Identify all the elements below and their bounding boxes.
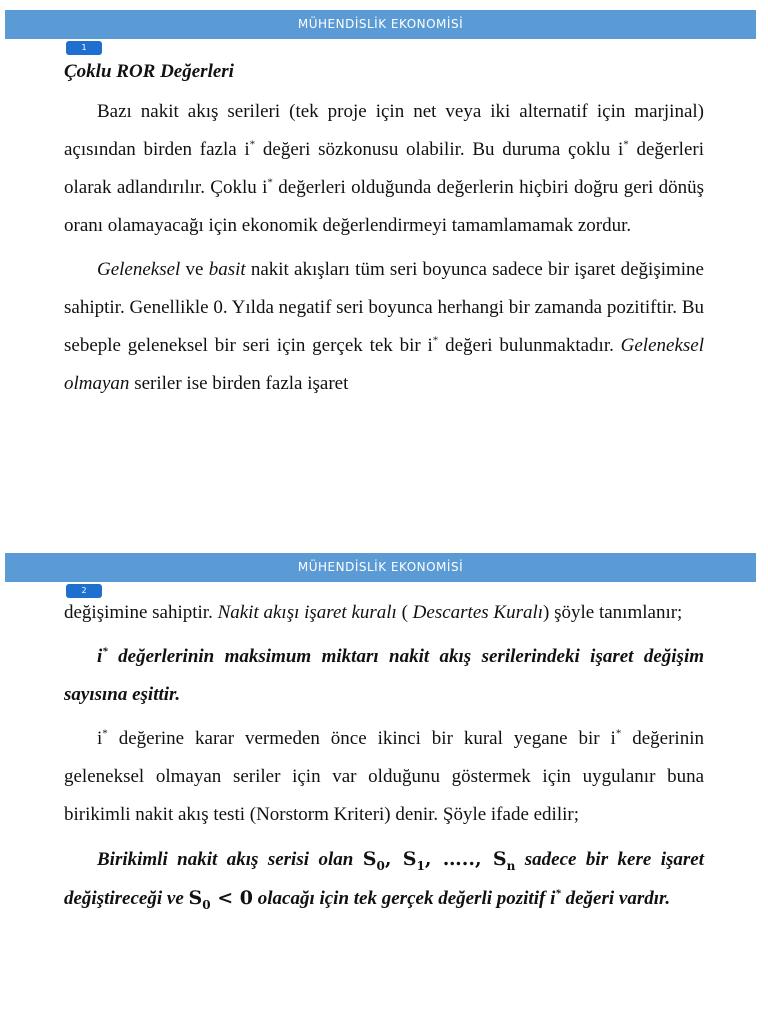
- text-span: Birikimli nakit akış serisi olan: [97, 849, 363, 870]
- page-number-badge-2: 2: [66, 584, 102, 598]
- text-span: değeri sözkonusu olabilir. Bu duruma çoklu i: [255, 139, 624, 160]
- superscript-star: *: [615, 727, 622, 740]
- math-symbol: S: [188, 887, 203, 909]
- text-span: i: [97, 728, 103, 749]
- math-s0-negative: [188, 887, 253, 912]
- page-1-content: [64, 57, 704, 403]
- page-header-1: MÜHENDİSLİK EKONOMİSİ: [5, 10, 756, 39]
- math-symbol: S: [492, 848, 507, 870]
- math-relation: < 0: [210, 887, 253, 909]
- emphasis-text: Geleneksel olmayan: [64, 335, 704, 394]
- section-heading: Çoklu ROR Değerleri: [64, 61, 234, 82]
- text-span: sadece bir kere işaret değiştireceği ve: [64, 849, 704, 909]
- superscript-star: *: [102, 645, 108, 658]
- paragraph-descartes-rule-intro: [64, 594, 704, 632]
- math-subscript: 0: [376, 858, 385, 873]
- text-span: ve: [180, 259, 209, 280]
- paragraph-multiple-ror: [64, 93, 704, 245]
- descartes-rule-statement: [64, 638, 704, 714]
- paragraph-conventional-series: [64, 251, 704, 403]
- emphasis-text: basit: [208, 259, 246, 280]
- text-span: seriler ise birden fazla işaret: [129, 373, 349, 394]
- text-span: Bazı nakit akış serileri (tek proje için net veya iki alternatif için marjinal) açısından birden fazla i: [64, 101, 704, 160]
- math-subscript: 0: [202, 897, 211, 912]
- text-span: değerinin geleneksel olmayan seriler için var olduğunu göstermek için uygulanır buna birikimli nakit akış testi (Norstorm Kriteri) denir. Şöyle ifade edilir;: [64, 728, 704, 825]
- math-symbol: S: [402, 848, 417, 870]
- text-span: değerleri olduğunda değerlerin hiçbiri doğru geri dönüş oranı olamayacağı için ekonomik değerlendirmeyi tamamlamamak zordur.: [64, 177, 705, 236]
- math-separator: , …..,: [424, 848, 493, 870]
- text-span: değerleri olarak adlandırılır. Çoklu i: [64, 139, 704, 198]
- superscript-star: *: [267, 176, 273, 189]
- text-span: değişimine sahiptir.: [64, 602, 218, 623]
- text-span: ) şöyle tanımlanır;: [543, 602, 683, 623]
- math-cumulative-series: [362, 848, 516, 873]
- math-symbol: S: [362, 848, 377, 870]
- superscript-star: *: [102, 727, 108, 740]
- paragraph-norstrom-intro: [64, 720, 704, 834]
- text-span: değeri vardır.: [560, 888, 671, 909]
- superscript-star: *: [432, 334, 439, 347]
- text-span: değerine karar vermeden önce ikinci bir kural yegane bir i: [107, 728, 616, 749]
- math-subscript: 1: [416, 858, 425, 873]
- text-span: değeri bulunmaktadır.: [438, 335, 621, 356]
- superscript-star: *: [623, 138, 629, 151]
- page-2-content: [64, 594, 704, 918]
- emphasis-text: Nakit akışı işaret kuralı: [217, 602, 397, 623]
- superscript-star: *: [249, 138, 256, 151]
- text-span: (: [396, 602, 413, 623]
- superscript-star: *: [555, 887, 561, 900]
- emphasis-text: Descartes Kuralı: [412, 602, 544, 623]
- norstrom-criterion-statement: [64, 840, 704, 918]
- text-span: olacağı için tek gerçek değerli pozitif i: [252, 888, 556, 909]
- emphasis-text: Geleneksel: [97, 259, 181, 280]
- page-number-badge-1: 1: [66, 41, 102, 55]
- text-span: i: [97, 646, 103, 667]
- text-span: değerlerinin maksimum miktarı nakit akış serilerindeki işaret değişim sayısına eşittir.: [64, 646, 704, 705]
- page-header-2: MÜHENDİSLİK EKONOMİSİ: [5, 553, 756, 582]
- math-subscript: n: [506, 858, 516, 873]
- math-separator: ,: [384, 848, 403, 870]
- text-span: nakit akışları tüm seri boyunca sadece bir işaret değişimine sahiptir. Genellikle 0. Yılda negatif seri boyunca herhangi bir zamanda pozitiftir. Bu sebeple geleneksel bir seri için gerçek tek bir i: [64, 259, 704, 356]
